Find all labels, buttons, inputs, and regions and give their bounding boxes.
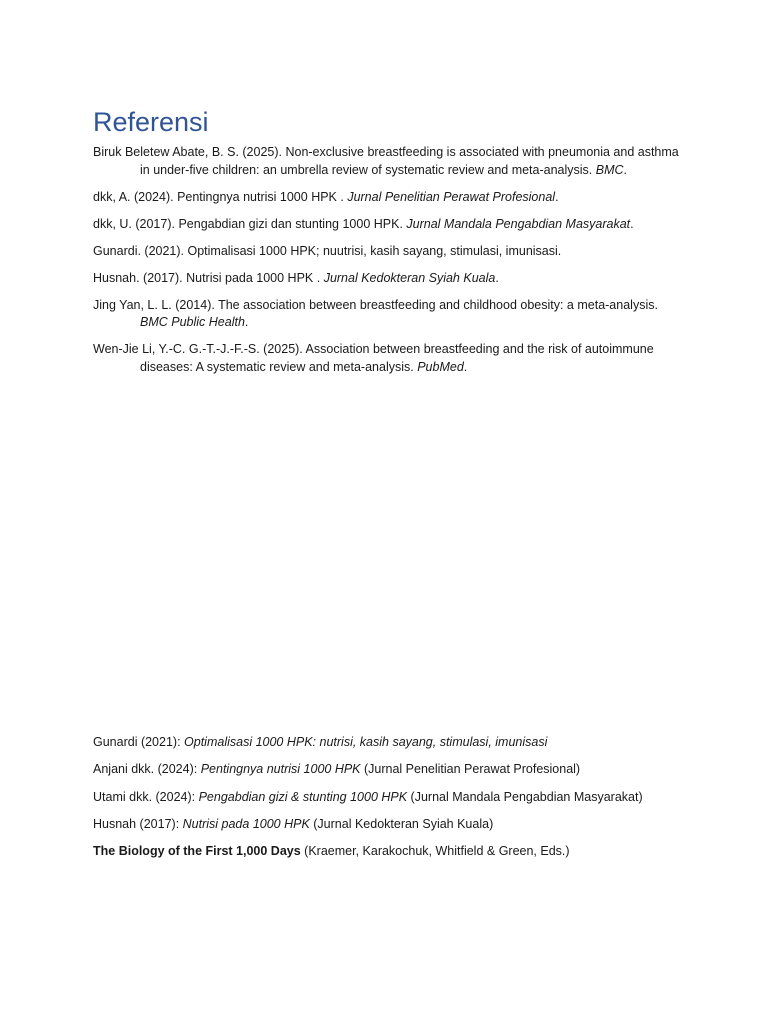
note-entry [93,734,693,752]
note-entry [93,816,693,834]
reference-text: Husnah. (2017). Nutrisi pada 1000 HPK . [93,270,324,285]
reference-entry [93,341,683,376]
note-source: (Jurnal Mandala Pengabdian Masyarakat) [407,789,643,804]
reference-end: . [495,270,499,285]
reference-text: Gunardi. (2021). Optimalisasi 1000 HPK; nuutrisi, kasih sayang, stimulasi, imunisasi. [93,243,562,258]
reference-entry [93,297,683,332]
note-lead: Husnah (2017): [93,816,183,831]
note-entry [93,843,693,861]
reference-source: Jurnal Mandala Pengabdian Masyarakat [406,216,631,231]
reference-list [93,144,683,386]
reference-end: . [463,359,468,374]
reference-entry [93,243,683,261]
reference-entry [93,144,683,179]
note-title: Optimalisasi 1000 HPK: nutrisi, kasih sayang, stimulasi, imunisasi [184,735,548,749]
reference-entry [93,270,683,288]
reference-text: dkk, A. (2024). Pentingnya nutrisi 1000 HPK . [93,189,348,204]
reference-text: Wen-Jie Li, Y.-C. G.-T.-J.-F.-S. (2025). Association between breastfeeding and the risk of autoimmune diseases: A systematic review and meta-analysis. [93,342,654,374]
note-source: (Kraemer, Karakochuk, Whitfield & Green, Eds.) [300,844,570,859]
reference-text: Biruk Beletew Abate, B. S. (2025). Non-exclusive breastfeeding is associated with pneumonia and asthma in under-five children: an umbrella review of systematic review and meta-analysis. [93,145,679,177]
note-title: Pentingnya nutrisi 1000 HPK [200,762,361,777]
note-title: Nutrisi pada 1000 HPK [182,816,310,831]
reference-end: . [623,162,628,177]
reference-end: . [244,315,249,329]
note-bold-title: The Biology of the First 1,000 Days [93,844,301,859]
note-source: (Jurnal Kedokteran Syiah Kuala) [309,816,494,831]
note-entry [93,789,693,807]
reference-source: Jurnal Kedokteran Syiah Kuala [323,270,496,285]
reference-text: dkk, U. (2017). Pengabdian gizi dan stunting 1000 HPK. [93,216,407,231]
reference-entry [93,216,683,234]
note-entry [93,761,693,779]
reference-end: . [630,216,634,231]
reference-source: PubMed [417,359,464,374]
reference-source: Jurnal Penelitian Perawat Profesional [347,189,556,204]
note-source: (Jurnal Penelitian Perawat Profesional) [360,762,581,777]
reference-source: BMC [595,162,624,177]
reference-text: Jing Yan, L. L. (2014). The association between breastfeeding and childhood obesity: a meta-analysis. [93,297,658,312]
note-lead: Gunardi (2021): [93,735,185,749]
reference-source: BMC Public Health [140,315,245,329]
reference-end: . [555,189,559,204]
page-title: Referensi [93,107,209,137]
reference-entry [93,189,683,207]
note-lead: Utami dkk. (2024): [93,789,199,804]
notes-list [93,734,693,870]
note-lead: Anjani dkk. (2024): [93,762,201,777]
note-title: Pengabdian gizi & stunting 1000 HPK [198,789,408,804]
